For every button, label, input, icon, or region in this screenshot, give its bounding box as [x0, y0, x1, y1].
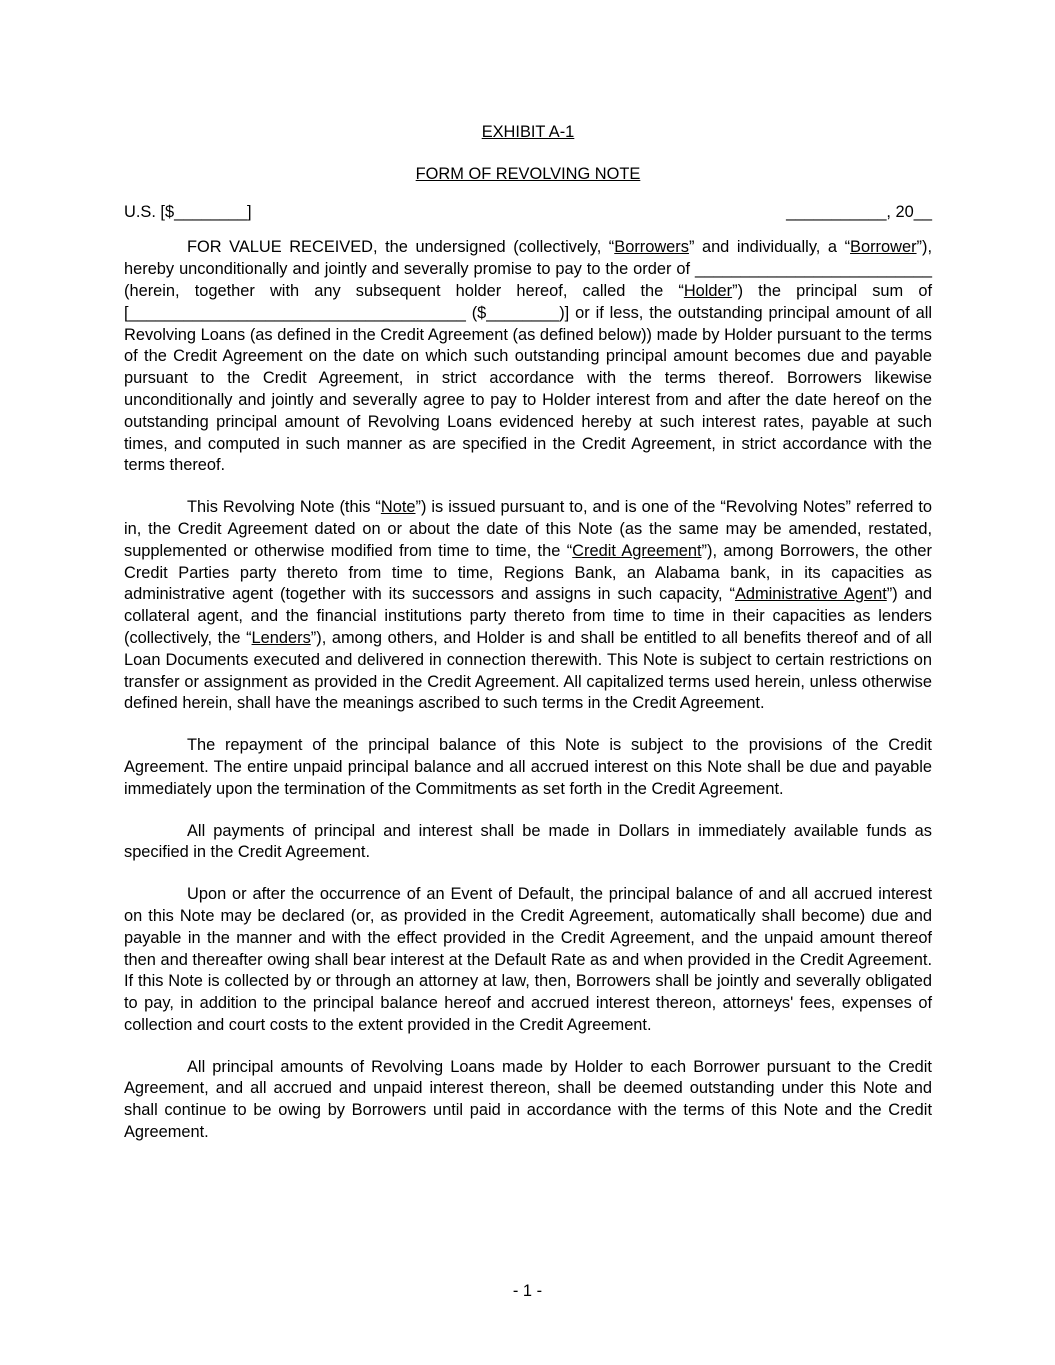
text-run: FOR VALUE RECEIVED, the undersigned (collectively, “ [187, 238, 615, 257]
page-number: - 1 - [512, 1282, 543, 1300]
text-run: ”), among Borrowers, the other Credit Parties party thereto from time to time, Regions Bank, an Alabama bank, in its capacities as administrative agent (together with its successors and assigns in such capacity, “ [124, 541, 933, 604]
text-run: ”) is issued pursuant to, and is one of the “Revolving Notes” referred to in, the Credit Agreement dated on or about the date of this Note (as the same may be amended, restated, supplemented or otherwise modified from time to time, the “ [124, 498, 932, 560]
paragraph-promise-to-pay [124, 237, 932, 477]
exhibit-heading: EXHIBIT A-1 [481, 123, 575, 141]
amount-date-line [124, 202, 932, 224]
text-run: ”), among others, and Holder is and shall be entitled to all benefits thereof and of all Loan Documents executed and delivered in connection therewith. This Note is subject to certain restrictions on transfer or assignment as provided in the Credit Agreement. All capitalized terms used herein, unless otherwise defined herein, shall have the meanings ascribed to such terms in the Credit Agreement. [124, 628, 932, 713]
defined-term-administrative-agent: Administrative Agent [734, 585, 887, 604]
form-title: FORM OF REVOLVING NOTE [415, 164, 641, 183]
defined-term-holder: Holder [683, 281, 733, 300]
defined-term-credit-agreement: Credit Agreement [572, 541, 702, 560]
principal-amount-blank: U.S. [$________] [124, 202, 252, 221]
date-blank: ___________, 20__ [786, 202, 932, 221]
text-run: This Revolving Note (this “ [187, 498, 381, 517]
defined-term-borrowers: Borrowers [614, 238, 689, 257]
defined-term-lenders: Lenders [251, 628, 311, 647]
paragraph-event-of-default: Upon or after the occurrence of an Event of Default, the principal balance of and all accrued interest on this Note may be declared (or, as provided in the Credit Agreement, automatically shall become) due and payable in the manner and with the effect provided in the Credit Agreement, and the unpaid amount thereof then and thereafter owing shall bear interest at the Default Rate as and when provided in the Credit Agreement. If this Note is collected by or through an attorney at law, then, Borrowers shall be jointly and severally obligated to pay, in addition to the principal balance hereof and accrued interest thereon, attorneys' fees, expenses of collection and court costs to the extent provided in the Credit Agreement. [124, 885, 932, 1034]
paragraph-repayment: The repayment of the principal balance of this Note is subject to the provisions of the Credit Agreement. The entire unpaid principal balance and all accrued interest on this Note shall be due and payable immediately upon the termination of the Commitments as set forth in the Credit Agreement. [124, 736, 932, 798]
paragraph-payments: All payments of principal and interest shall be made in Dollars in immediately available funds as specified in the Credit Agreement. [124, 821, 932, 862]
document-page [124, 122, 932, 1164]
paragraph-note-issuance [124, 497, 932, 715]
defined-term-note: Note [380, 498, 416, 517]
paragraph-revolving-loans: All principal amounts of Revolving Loans made by Holder to each Borrower pursuant to the Credit Agreement, and all accrued and unpaid interest thereon, shall be deemed outstanding under this Note and shall continue to be owing by Borrowers until paid in accordance with the terms of this Note and the Credit Agreement. [124, 1057, 932, 1142]
text-run: ”), hereby unconditionally and jointly and severally promise to pay to the order of __________________________ (herein, together with any subsequent holder hereof, called the “ [124, 238, 933, 300]
text-run: ” and individually, a “ [688, 238, 851, 257]
text-run: ”) and collateral agent, and the financial institutions party thereto from time to time in their capacities as lenders (collectively, the “ [124, 585, 932, 647]
text-run: ”) the principal sum of [_____________________________________ ($________)] or if less, the outstanding principal amount of all Revolving Loans (as defined in the Credit Agreement (as defined below)) made by Holder pursuant to the terms of the Credit Agreement on the date on which such outstanding principal amount becomes due and payable pursuant to the Credit Agreement, in strict accordance with the terms thereof. Borrowers likewise unconditionally and jointly and severally agree to pay to Holder interest from and after the date hereof on the outstanding principal amount of Revolving Loans evidenced hereby at such interest rates, payable at such times, and computed in such manner as are specified in the Credit Agreement, in strict accordance with the terms thereof. [124, 281, 932, 475]
defined-term-borrower: Borrower [850, 238, 917, 257]
